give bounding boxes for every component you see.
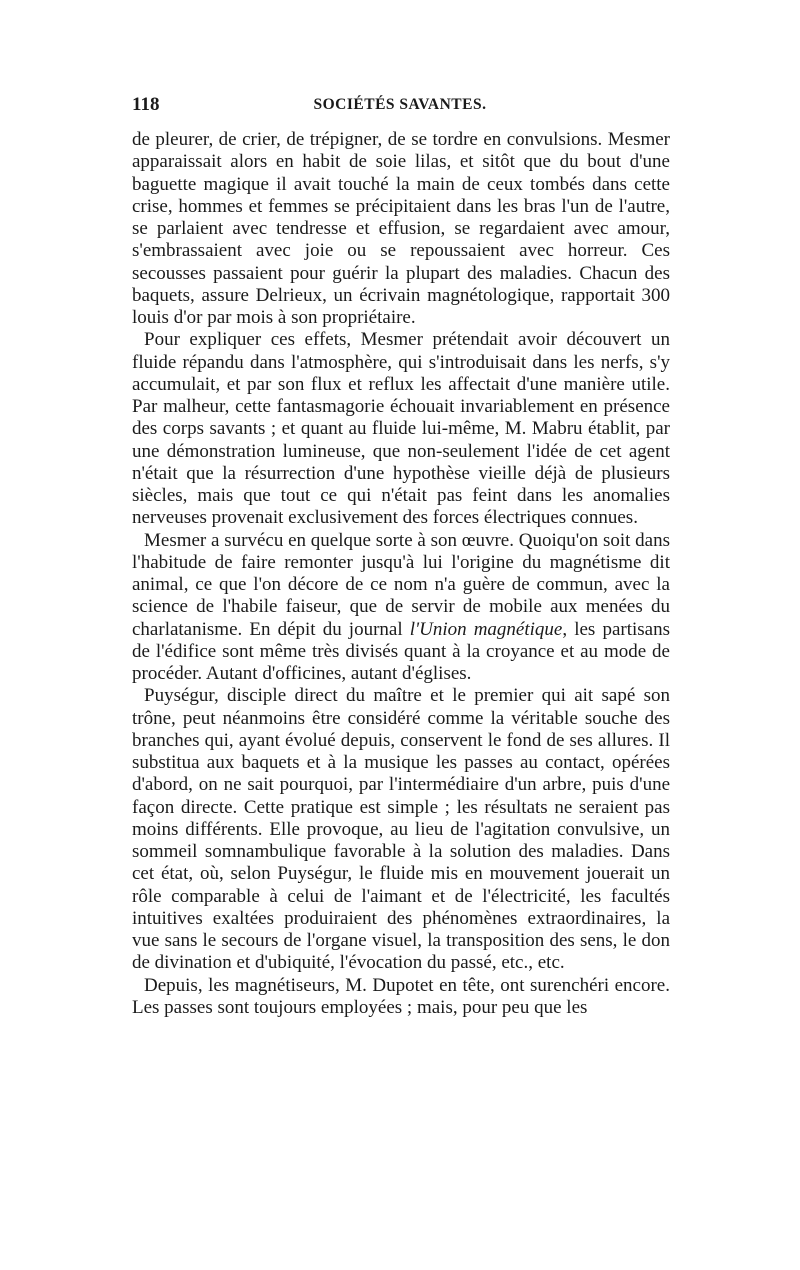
paragraph-mesmer-legacy: [132, 530, 670, 686]
paragraph-text: Mesmer a survécu en quelque sorte à son œuvre. Quoiqu'on soit dans l'habitude de faire remonter jusqu'à lui l'origine du magnétisme dit animal, ce que l'on décore de ce nom n'a guère de commun, avec la science de l'habile faiseur, que de servir de mobile aux menées du charlatanisme. En dépit du journal: [132, 529, 670, 640]
paragraph-continuation: de pleurer, de crier, de trépigner, de se tordre en convulsions. Mesmer apparaissait alors en habit de soie lilas, et sitôt que du bout d'une baguette magique il avait touché la main de ceux tombés dans cette crise, hommes et femmes se précipitaient dans les bras l'un de l'autre, se parlaient avec tendresse et effusion, se regardaient avec amour, s'embrassaient avec joie ou se repoussaient avec horreur. Ces secousses passaient pour guérir la plupart des maladies. Chacun des baquets, assure Delrieux, un écrivain magnétologique, rapportait 300 louis d'or par mois à son propriétaire.: [132, 129, 670, 328]
paragraph-mesmer-fluid: Pour expliquer ces effets, Mesmer prétendait avoir découvert un fluide répandu dans l'atmosphère, qui s'introduisait dans les nerfs, s'y accumulait, et par son flux et reflux les affectait d'une manière utile. Par malheur, cette fantasmagorie échouait invariablement en présence des corps savants ; et quant au fluide lui-même, M. Mabru établit, par une démonstration lumineuse, que non-seulement l'idée de cet agent n'était que la résurrection d'une hypothèse vieille déjà de plusieurs siècles, mais que tout ce qui n'était pas feint dans les anomalies nerveuses provenait exclusivement des forces électriques connues.: [132, 329, 670, 529]
paragraph-text: , les partisans de l'édifice sont même très divisés quant à la croyance et au mode de procéder. Autant d'officines, autant d'églises.: [132, 618, 670, 684]
running-title: SOCIÉTÉS SAVANTES.: [313, 96, 487, 113]
running-head: [130, 94, 670, 118]
journal-title: l'Union magnétique: [409, 618, 563, 640]
paragraph-dupotet: Depuis, les magnétiseurs, M. Dupotet en tête, ont surenchéri encore. Les passes sont toujours employées ; mais, pour peu que les: [132, 974, 670, 1018]
paragraph-puysegur: Puységur, disciple direct du maître et le premier qui ait sapé son trône, peut néanmoins être considéré comme la véritable souche des branches qui, ayant évolué depuis, conservent le fond de ses allures. Il substitua aux baquets et à la musique les passes au contact, opérées d'abord, on ne sait pourquoi, par l'intermédiaire d'un arbre, puis d'une façon directe. Cette pratique est simple ; les résultats ne seraient pas moins différents. Elle provoque, au lieu de l'agitation convulsive, un sommeil somnambulique favorable à la solution des maladies. Dans cet état, où, selon Puységur, le fluide mis en mouvement jouerait un rôle comparable à celui de l'aimant et de l'électricité, les facultés intuitives exaltées produiraient des phénomènes extraordinaires, la vue sans le secours de l'organe visuel, la transposition des sens, le don de divination et d'ubiquité, l'évocation du passé, etc., etc.: [132, 685, 670, 974]
page-number: 118: [132, 94, 160, 115]
body-text: [132, 129, 670, 1019]
